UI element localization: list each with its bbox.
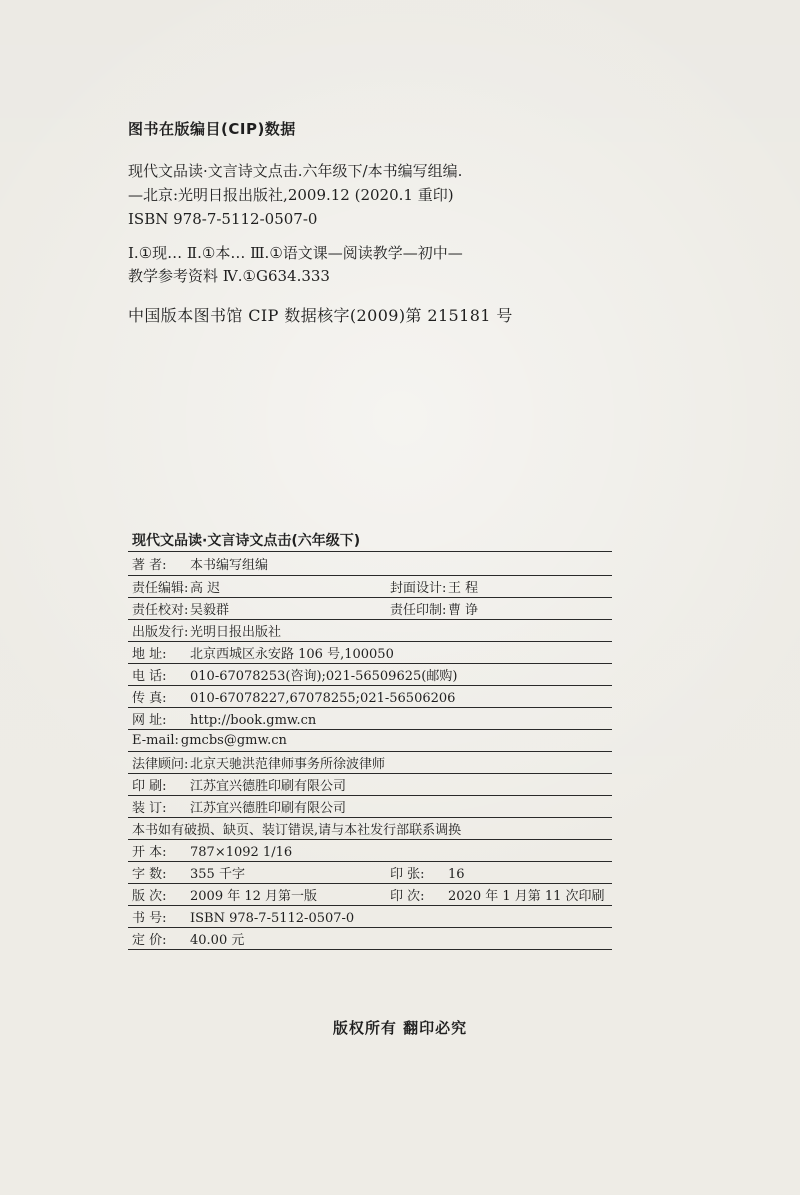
row-isbn <box>128 905 612 927</box>
printing-value: 2020 年 1 月第 11 次印刷 <box>448 889 605 904</box>
edition-value: 2009 年 12 月第一版 <box>190 889 318 904</box>
print-manager-label: 责任印制: <box>390 603 447 618</box>
row-printer <box>128 773 612 795</box>
row-address <box>128 641 612 663</box>
cip-class-line-1: Ⅰ.①现… Ⅱ.①本… Ⅲ.①语文课—阅读教学—初中— <box>128 244 463 263</box>
cip-block <box>128 118 668 326</box>
cip-line-2: —北京:光明日报出版社,2009.12 (2020.1 重印) <box>128 185 454 204</box>
binding-value: 江苏宜兴德胜印刷有限公司 <box>190 801 347 816</box>
cip-class-line-2: 教学参考资料 Ⅳ.①G634.333 <box>128 267 330 285</box>
row-phone <box>128 663 612 685</box>
return-notice: 本书如有破损、缺页、装订错误,请与本社发行部联系调换 <box>132 823 462 838</box>
email-label: E-mail: <box>132 733 179 748</box>
proof-value: 吴毅群 <box>190 603 230 618</box>
print-manager-value: 曹 诤 <box>448 603 479 618</box>
fax-label: 传 真: <box>132 691 167 706</box>
word-count-value: 355 千字 <box>190 867 245 882</box>
spacer <box>128 230 668 242</box>
publisher-label: 出版发行: <box>132 625 189 640</box>
price-value: 40.00 元 <box>190 933 245 948</box>
cip-title: 图书在版编目(CIP)数据 <box>128 120 296 138</box>
phone-value: 010-67078253(咨询);021-56509625(邮购) <box>190 669 458 684</box>
email-value: gmcbs@gmw.cn <box>180 733 287 748</box>
website-value: http://book.gmw.cn <box>190 713 317 728</box>
row-editors <box>128 575 612 597</box>
printed-sheets-value: 16 <box>448 867 465 882</box>
format-label: 开 本: <box>132 845 167 860</box>
row-website <box>128 707 612 729</box>
printing-label: 印 次: <box>390 889 425 904</box>
isbn-value: ISBN 978-7-5112-0507-0 <box>190 911 355 926</box>
publisher-value: 光明日报出版社 <box>190 625 282 640</box>
legal-advisor-label: 法律顾问: <box>132 757 189 772</box>
cip-number: 中国版本图书馆 CIP 数据核字(2009)第 215181 号 <box>128 305 513 325</box>
edition-label: 版 次: <box>132 889 167 904</box>
row-word-count-sheets <box>128 861 612 883</box>
cip-line-1: 现代文品读·文言诗文点击.六年级下/本书编写组编. <box>128 162 463 180</box>
binding-label: 装 订: <box>132 801 167 816</box>
row-format <box>128 839 612 861</box>
isbn-label: 书 号: <box>132 911 167 926</box>
row-publisher <box>128 619 612 641</box>
word-count-label: 字 数: <box>132 867 167 882</box>
rights-notice: 版权所有 翻印必究 <box>332 1019 468 1037</box>
legal-advisor-value: 北京天驰洪范律师事务所徐波律师 <box>190 757 386 772</box>
row-author <box>128 551 612 575</box>
address-label: 地 址: <box>132 647 167 662</box>
row-edition-printing <box>128 883 612 905</box>
cip-line-3: ISBN 978-7-5112-0507-0 <box>128 209 318 228</box>
editor-value: 高 迟 <box>190 581 221 596</box>
format-value: 787×1092 1/16 <box>190 845 293 860</box>
row-fax <box>128 685 612 707</box>
author-value: 本书编写组编 <box>190 558 269 573</box>
row-return-notice <box>128 817 612 839</box>
cover-design-value: 王 程 <box>448 581 479 596</box>
book-title: 现代文品读·文言诗文点击(六年级下) <box>132 533 361 549</box>
price-label: 定 价: <box>132 933 167 948</box>
row-price <box>128 927 612 950</box>
address-value: 北京西城区永安路 106 号,100050 <box>190 647 394 662</box>
proof-label: 责任校对: <box>132 603 189 618</box>
imprint-table <box>128 531 612 950</box>
editor-label: 责任编辑: <box>132 581 189 596</box>
website-label: 网 址: <box>132 713 167 728</box>
printer-value: 江苏宜兴德胜印刷有限公司 <box>190 779 347 794</box>
phone-label: 电 话: <box>132 669 167 684</box>
printer-label: 印 刷: <box>132 779 167 794</box>
row-binding <box>128 795 612 817</box>
row-email <box>128 729 612 751</box>
cover-design-label: 封面设计: <box>390 581 447 596</box>
fax-value: 010-67078227,67078255;021-56506206 <box>190 691 456 706</box>
row-proof-print <box>128 597 612 619</box>
printed-sheets-label: 印 张: <box>390 867 425 882</box>
author-label: 著 者: <box>132 558 167 573</box>
row-legal-advisor <box>128 751 612 773</box>
